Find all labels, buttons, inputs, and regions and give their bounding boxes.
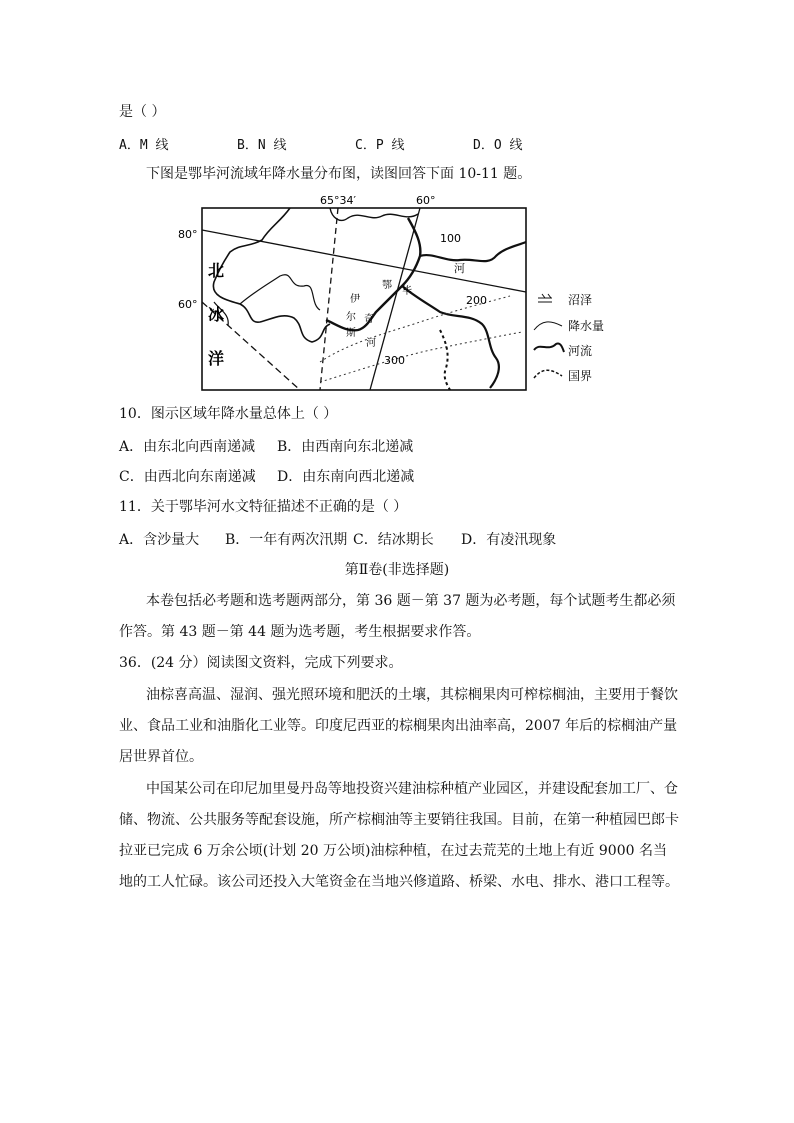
q11-option-d: D．有凌汛现象 bbox=[461, 532, 557, 548]
section2-title: 第Ⅱ卷(非选择题) bbox=[344, 562, 450, 578]
legend-swamp: 沼泽 bbox=[568, 293, 593, 307]
map-legend bbox=[534, 293, 604, 383]
precipitation-map bbox=[170, 192, 620, 398]
coastline-inner bbox=[240, 275, 320, 310]
lon-label-65: 65°34′ bbox=[320, 194, 356, 207]
q11-options bbox=[119, 529, 556, 549]
isohyet-label-300: 300 bbox=[384, 354, 405, 367]
lon-label-60: 60° bbox=[416, 194, 436, 207]
meridian-65-34 bbox=[320, 208, 338, 390]
q11-stem: 11．关于鄂毕河水文特征描述不正确的是（ ） bbox=[119, 499, 408, 515]
q10-options-row2 bbox=[119, 466, 414, 486]
lat-label-60: 60° bbox=[178, 298, 198, 311]
q36-stem: 36．(24 分）阅读图文资料，完成下列要求。 bbox=[119, 655, 403, 671]
river-label-e: 鄂 bbox=[382, 280, 392, 291]
q10-option-b: B．由西南向东北递减 bbox=[277, 439, 414, 455]
lat-label-80: 80° bbox=[178, 228, 198, 241]
legend-river-symbol bbox=[534, 343, 564, 352]
isohyet-label-100: 100 bbox=[440, 232, 461, 245]
isohyet-label-200: 200 bbox=[466, 294, 487, 307]
legend-river: 河流 bbox=[568, 344, 593, 358]
place-label-2: 尔 bbox=[346, 312, 356, 323]
q36-para2: 中国某公司在印尼加里曼丹岛等地投资兴建油棕种植产业园区，并建设配套加工厂、仓储、物流、公共服务等配套设施，所产棕榈油等主要销往我国。目前，在第一种植园巴郎卡拉亚已完成 6 万余公顷(计划 20 万公顷)油棕种植，在过去荒芜的土地上有近 9000 名当地的工人忙碌。该公司还投入大笔资金在当地兴修道路、桥梁、水电、排水、港口工程等。 bbox=[119, 781, 679, 890]
coastline bbox=[213, 208, 330, 342]
q36-para1: 油棕喜高温、湿润、强光照环境和肥沃的土壤，其棕榈果肉可榨棕榈油，主要用于餐饮业、食品工业和油脂化工业等。印度尼西亚的棕榈果肉出油率高，2007 年后的棕榈油产量居世界首位。 bbox=[119, 687, 678, 765]
q10-option-a: A．由东北向西南递减 bbox=[119, 439, 256, 455]
place-label-4: 斯 bbox=[346, 328, 356, 339]
q9-option-a: A．M 线 bbox=[119, 138, 169, 153]
q11-option-c: C．结冰期长 bbox=[353, 532, 434, 548]
legend-precip: 降水量 bbox=[568, 319, 605, 333]
section2-intro: 本卷包括必考题和选考题两部分，第 36 题－第 37 题为必考题，每个试题考生都必须作答。第 43 题－第 44 题为选考题，考生根据要求作答。 bbox=[119, 593, 676, 640]
ocean-label-3: 洋 bbox=[208, 349, 225, 368]
q9-options bbox=[119, 134, 522, 153]
q10-option-d: D．由东南向西北递减 bbox=[277, 469, 415, 485]
q11-option-b: B．一年有两次汛期 bbox=[225, 532, 348, 548]
q10-options-row1 bbox=[119, 436, 413, 456]
q10-stem: 10．图示区域年降水量总体上（ ） bbox=[119, 406, 338, 422]
q9-option-b: B．N 线 bbox=[237, 138, 287, 153]
river-tributary-east bbox=[420, 242, 526, 261]
river-label-bi: 毕 bbox=[402, 286, 412, 297]
place-label-3: 奇 bbox=[364, 314, 374, 325]
q10-option-c: C．由西北向东南递减 bbox=[119, 469, 256, 485]
intro-10-11: 下图是鄂毕河流域年降水量分布图，读图回答下面 10-11 题。 bbox=[146, 166, 532, 182]
ocean-label-2: 冰 bbox=[208, 305, 225, 324]
isohyet-300 bbox=[320, 332, 522, 382]
legend-swamp-symbol bbox=[538, 294, 552, 302]
legend-isohyet-symbol bbox=[534, 322, 562, 330]
ocean-label-1: 北 bbox=[208, 261, 225, 280]
river-label-he: 河 bbox=[454, 262, 465, 275]
coastline-north bbox=[330, 208, 418, 220]
q9-option-d: D．O 线 bbox=[473, 138, 523, 153]
legend-border: 国界 bbox=[568, 369, 593, 383]
q11-option-a: A．含沙量大 bbox=[119, 532, 200, 548]
place-label-5: 河 bbox=[366, 338, 376, 349]
q9-stem-tail: 是（ ） bbox=[119, 104, 166, 120]
q9-option-c: C．P 线 bbox=[355, 138, 405, 153]
legend-border-symbol bbox=[534, 370, 562, 378]
national-border bbox=[440, 330, 450, 390]
place-label-1: 伊 bbox=[350, 294, 360, 305]
